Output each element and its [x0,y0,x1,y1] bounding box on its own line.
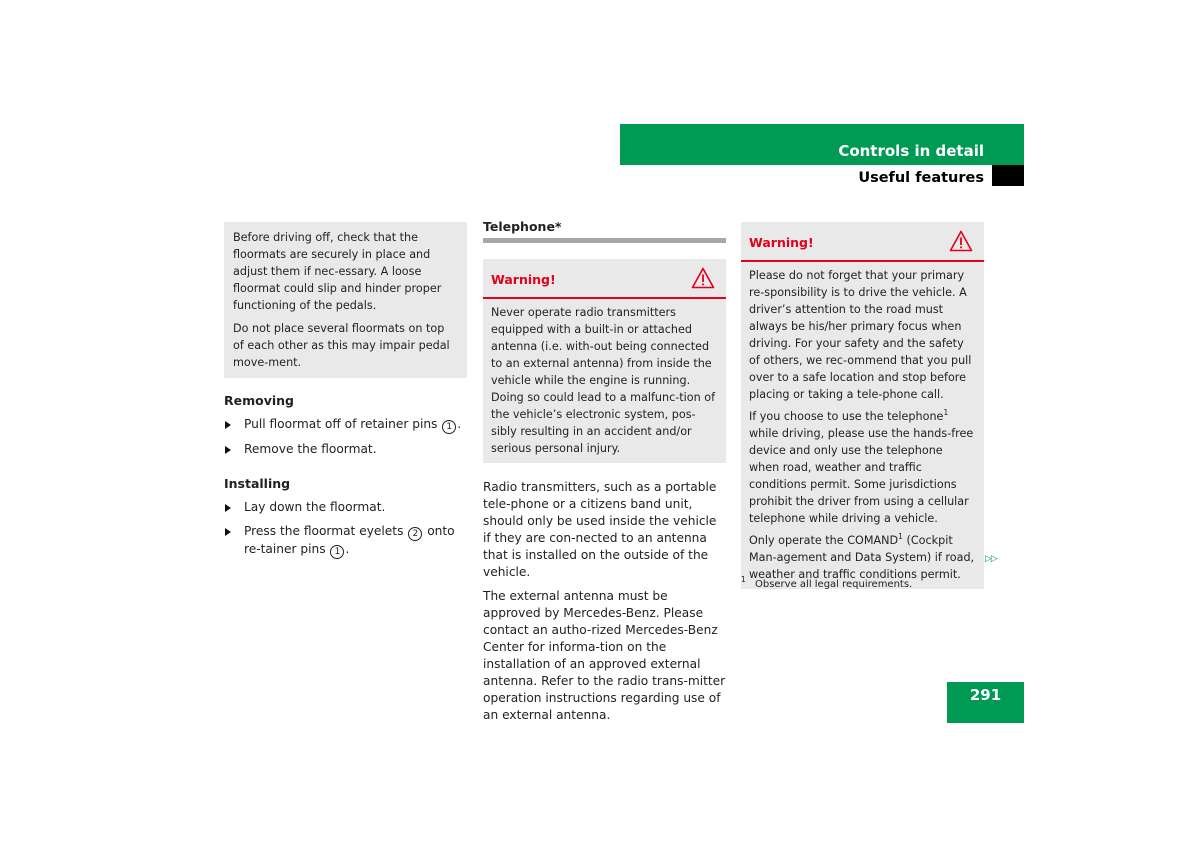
warning-paragraph: If you choose to use the telephone$^1$ while driving, please use the hands-free device and only use the telephone when road, weather and traffic conditions permit. Some jurisdictions prohibit the driver from using a cellular telephone while driving a vehicle. [749,408,974,525]
footnote-number: 1 [741,575,746,584]
footnote-ref: 1 [943,408,949,417]
middle-column [483,218,726,724]
warning-body [741,262,984,589]
ref-number: 1 [442,420,456,434]
left-column [224,222,467,559]
warning-title: Warning! [491,272,556,287]
radio-paragraph: Radio transmitters, such as a portable tele-phone or a citizens band unit, should only be used inside the vehicle if they are con-nected to an antenna that is installed on the outside of the vehicle. [483,480,717,579]
page-number-box [947,682,1024,723]
warning-triangle-icon [949,230,973,252]
warning-box [741,222,984,589]
warning-header [741,222,984,262]
warning-body [483,299,726,463]
warning-text: Never operate radio transmitters equipped with a built-in or attached antenna (i.e. with-out being connected to an external antenna) from inside the vehicle while the engine is running. Doing so could lead to a malfunc-tion of the vehicle’s electronic system, pos-sibly resulting in an accident and/or serious personal injury. [491,306,716,455]
continue-arrow-icon: ▷▷ [985,554,997,564]
right-column [741,222,984,589]
bullet-triangle-icon [225,421,231,429]
floormat-note [224,222,467,378]
footnote-text: Observe all legal requirements. [754,579,913,590]
warning-paragraph: Please do not forget that your primary re-sponsibility is to drive the vehicle. A driver’s attention to the road must always be his/her primary focus when driving. For your safety and the safety of others, we rec-ommend that you pull over to a safe location and stop before placing or taking a tele-phone call. [749,269,972,401]
antenna-paragraph: The external antenna must be approved by Mercedes-Benz. Please contact an autho-rized Mercedes-Benz Center for informa-tion on the installation of an approved external antenna. Refer to the radio trans-mitter operation instructions regarding use of an external antenna. [483,589,726,722]
header-bar [620,124,1024,165]
removing-step-2: Remove the floormat. [224,441,467,458]
telephone-heading: Telephone* [483,219,562,234]
removing-step-1: Pull floormat off of retainer pins 1 . [224,416,467,434]
warning-triangle-icon [691,267,715,289]
footnote [741,575,913,592]
ref-number: 1 [330,545,344,559]
note-paragraph: Before driving off, check that the floormats are securely in place and adjust them if nec-essary. A loose floormat could slip and hinder proper functioning of the pedals. [233,231,442,312]
footnote-ref: 1 [898,532,903,541]
note-paragraph: Do not place several floormats on top of each other as this may impair pedal move-ment. [233,322,450,369]
warning-paragraph: Only operate the COMAND$^1$ (Cockpit Man-agement and Data System) if road, weather and traffic conditions permit. [749,532,975,581]
header-marker [992,165,1024,186]
installing-heading: Installing [224,476,291,491]
page-number: 291 [969,686,1002,704]
bullet-triangle-icon [225,528,231,536]
warning-header [483,259,726,299]
heading-rule [483,238,726,243]
warning-title: Warning! [749,235,814,250]
installing-step-2: Press the floormat eyelets 2 onto re-tainer pins 1 . [224,523,467,559]
removing-heading: Removing [224,393,294,408]
subsection-title: Useful features [858,170,984,186]
section-title: Controls in detail [838,142,984,160]
installing-step-1: Lay down the floormat. [224,499,467,516]
warning-box [483,259,726,463]
bullet-triangle-icon [225,446,231,454]
bullet-triangle-icon [225,504,231,512]
ref-number: 2 [408,527,422,541]
